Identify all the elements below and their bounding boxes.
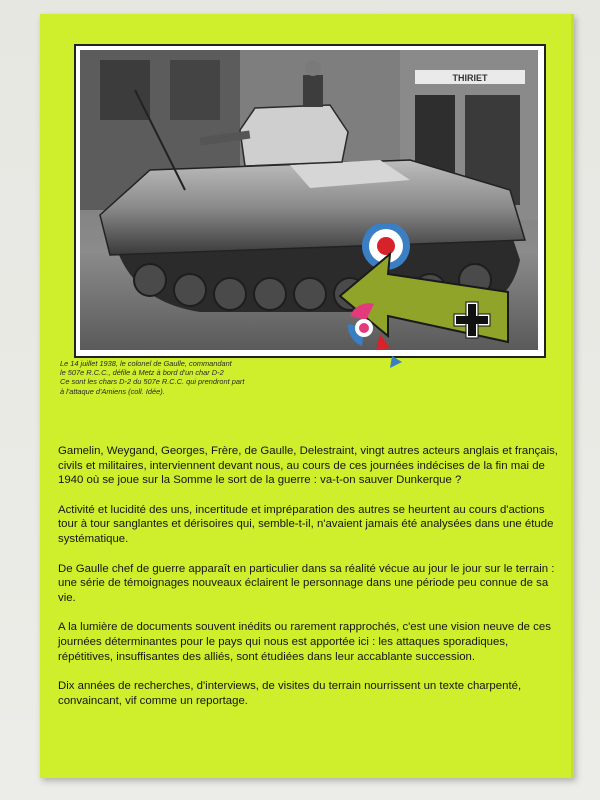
shop-sign-text: THIRIET: [452, 73, 488, 83]
paragraph: Activité et lucidité des uns, incertitude et impréparation des autres se heurtent au cours d'actions tour à tour sanglantes et dérisoires qui, semble-t-il, n'avaient jamais été analysées dans une étude systématique.: [58, 503, 554, 545]
book-back-cover: [40, 14, 574, 778]
paragraph: Gamelin, Weygand, Georges, Frère, de Gaulle, Delestraint, vingt autres acteurs anglais et français, civils et militaires, interviennent devant nous, au cours de ces journées indécises de la fin mai de 1940 où se joue sur la Somme le sort de la guerre : va-t-on sauver Dunkerque ?: [58, 445, 558, 487]
roundel-arrow-graphic: [330, 224, 510, 374]
paragraph: A la lumière de documents souvent inédits ou rarement rapprochés, c'est une vision neuve de ces journées déterminantes pour le pays qui nous est apportée ici : les attaques sporadiques, répétitives, insuffisantes des alliés, sont étudiées dans leur accablante succession.: [58, 621, 551, 663]
photo-caption: Le 14 juillet 1938, le colonel de Gaulle, commandant le 507e R.C.C., défile à Metz à bord d'un char D-2 Ce sont les chars D-2 du 507e R.C.C. qui prendront part à l'attaque d'Amiens (coll. Idée).: [60, 359, 245, 396]
paragraph: Dix années de recherches, d'interviews, de visites du terrain nourrissent un texte charpenté, convaincant, vif comme un reportage.: [58, 680, 522, 707]
back-cover-text: [58, 444, 558, 723]
paragraph: De Gaulle chef de guerre apparaît en particulier dans sa réalité vécue au jour le jour sur le terrain : une série de témoignages nouveaux éclairent le personnage dans une période peu connue de sa vie.: [58, 562, 555, 604]
